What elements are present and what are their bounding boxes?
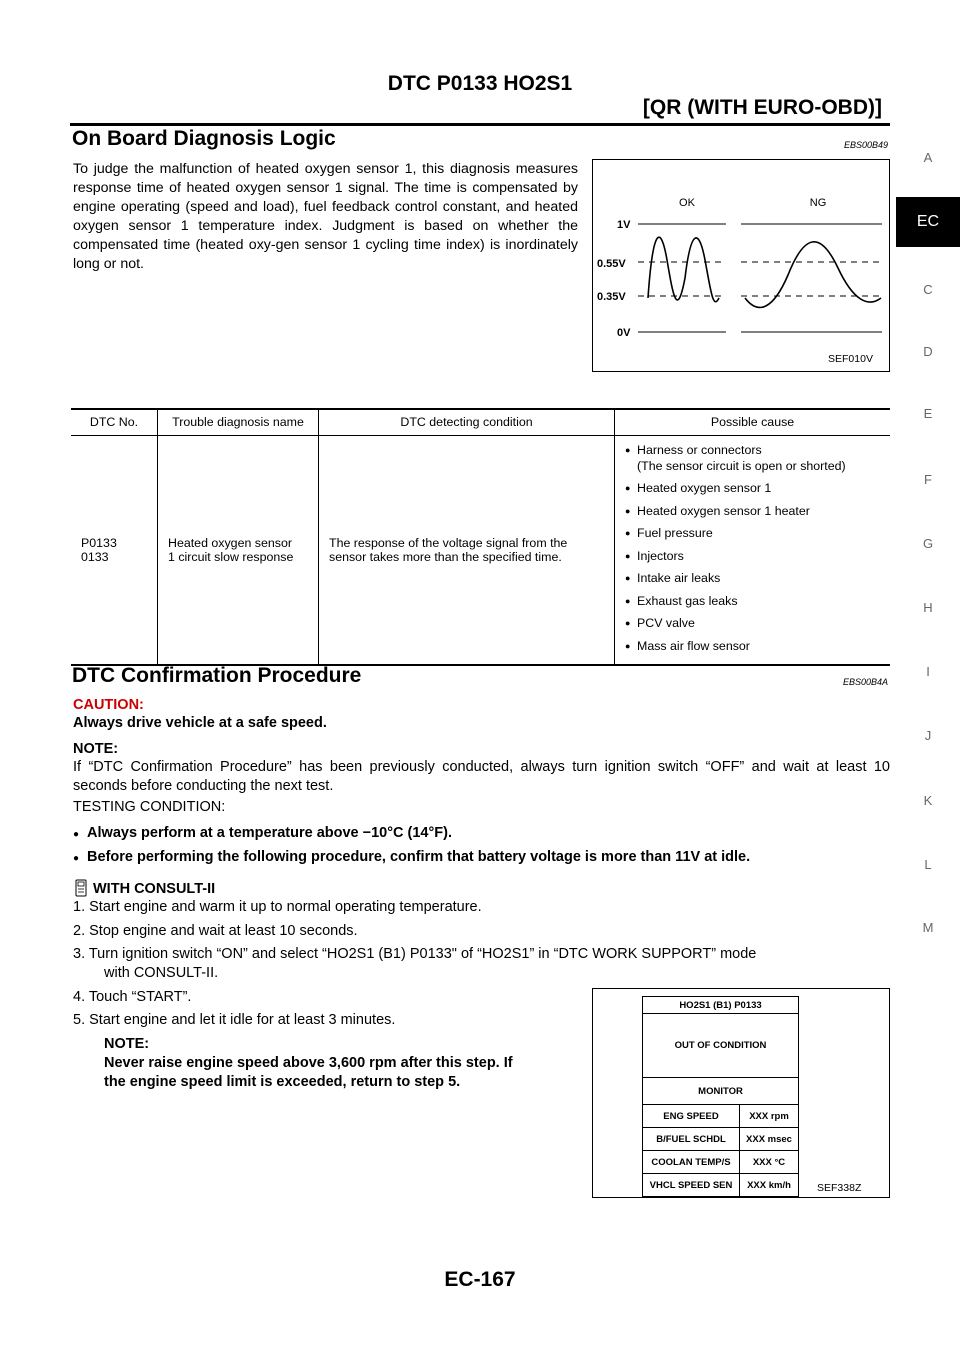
ok-waveform xyxy=(648,237,719,302)
list-item xyxy=(625,442,884,474)
sidebar-letter-h[interactable]: H xyxy=(923,600,933,615)
col-detect-condition: DTC detecting condition xyxy=(319,410,615,435)
cause-harness-note: (The sensor circuit is open or shorted) xyxy=(637,458,846,473)
page-subtitle: [QR (WITH EURO-OBD)] xyxy=(642,96,882,119)
monitor-item-value: XXX msec xyxy=(740,1128,799,1151)
figure1-caption: SEF010V xyxy=(828,353,873,365)
caution-label: CAUTION: xyxy=(73,697,144,713)
section-code: EBS00B49 xyxy=(843,140,888,150)
step5-note-line1: Never raise engine speed above 3,600 rpm after this step. If xyxy=(104,1055,513,1071)
condition-item-temperature xyxy=(73,825,452,841)
list-item: ● Injectors xyxy=(625,548,884,564)
sidebar-letter-l[interactable]: L xyxy=(924,857,932,872)
dtc-no-primary: P0133 xyxy=(81,535,117,550)
monitor-item-name: B/FUEL SCHDL xyxy=(643,1128,740,1151)
testing-condition-label: TESTING CONDITION: xyxy=(73,799,226,815)
bullet-icon: ● xyxy=(73,829,80,840)
sidebar-letter-c[interactable]: C xyxy=(923,282,933,297)
dtc-table xyxy=(71,410,890,664)
consult-monitor-screen xyxy=(642,996,799,1197)
table-row xyxy=(71,435,890,664)
waveform-figure xyxy=(592,159,890,372)
step5-note-line2: the engine speed limit is exceeded, return to step 5. xyxy=(104,1074,461,1090)
list-item: ● Fuel pressure xyxy=(625,525,884,541)
dtc-no-cell xyxy=(71,435,158,664)
sidebar-letter-g[interactable]: G xyxy=(922,536,934,551)
screen-monitor-label: MONITOR xyxy=(643,1078,799,1105)
list-item: ● Mass air flow sensor xyxy=(625,638,884,654)
sidebar-letter-f[interactable]: F xyxy=(924,472,932,487)
possible-cause-cell xyxy=(615,435,891,664)
detect-condition-line2: sensor takes more than the specified time. xyxy=(329,549,562,564)
list-item: ● Intake air leaks xyxy=(625,570,884,586)
col-possible-cause: Possible cause xyxy=(615,410,891,435)
dtc-no-secondary: 0133 xyxy=(81,549,109,564)
y-label-0v: 0V xyxy=(617,327,631,339)
sidebar-letter-d[interactable]: D xyxy=(923,344,933,359)
sidebar-letter-m[interactable]: M xyxy=(922,920,934,935)
step-5: 5. Start engine and let it idle for at least 3 minutes. xyxy=(73,1012,396,1028)
diagnosis-logic-paragraph: To judge the malfunction of heated oxygen sensor 1, this diagnosis measures response time of heated oxygen sensor 1 signal. The time is compensated by engine operating (speed and load), fuel feedback control constant, and heated oxygen sensor 1 temperature index. Judgment is based on whether the compensated time (heated oxy-gen sensor 1 cycling time index) is inordinately long or not. xyxy=(73,161,578,272)
screen-title: HO2S1 (B1) P0133 xyxy=(643,997,799,1014)
note-label: NOTE: xyxy=(73,741,119,757)
diag-name-line1: Heated oxygen sensor xyxy=(168,535,292,550)
monitor-item-name: ENG SPEED xyxy=(643,1105,740,1128)
sidebar-letter-j[interactable]: J xyxy=(924,728,932,743)
step-2: 2. Stop engine and wait at least 10 seconds. xyxy=(73,923,358,939)
possible-cause-list xyxy=(625,442,884,654)
step-1: 1. Start engine and warm it up to normal operating temperature. xyxy=(73,899,482,915)
consult-screen-figure xyxy=(592,988,890,1198)
header-rule xyxy=(70,123,890,126)
condition-item-battery xyxy=(73,849,750,865)
col-dtc-no: DTC No. xyxy=(71,410,158,435)
diag-name-cell xyxy=(158,435,319,664)
section-title-on-board-diagnosis: On Board Diagnosis Logic xyxy=(72,127,336,150)
monitor-item-value: XXX km/h xyxy=(740,1174,799,1197)
col-diag-name: Trouble diagnosis name xyxy=(158,410,319,435)
section-code: EBS00B4A xyxy=(842,677,888,687)
monitor-item-name: VHCL SPEED SEN xyxy=(643,1174,740,1197)
y-label-1v: 1V xyxy=(617,219,631,231)
bullet-icon: ● xyxy=(73,853,80,864)
figure2-caption: SEF338Z xyxy=(817,1182,862,1194)
y-label-055v: 0.55V xyxy=(597,258,626,270)
sidebar-letter-i[interactable]: I xyxy=(926,664,930,679)
diag-name-line2: 1 circuit slow response xyxy=(168,549,294,564)
condition-temperature-text: Always perform at a temperature above −10°C (14°F). xyxy=(87,825,453,841)
consult-heading xyxy=(73,879,215,897)
detect-condition-line1: The response of the voltage signal from the xyxy=(329,535,568,550)
note-text: If “DTC Confirmation Procedure” has been previously conducted, always turn ignition switch “OFF” and wait at least 10 seconds before conducting the next test. xyxy=(73,759,890,794)
sidebar-letter-k[interactable]: K xyxy=(923,793,933,808)
sidebar-letter-e[interactable]: E xyxy=(923,406,933,421)
screen-status: OUT OF CONDITION xyxy=(643,1014,799,1078)
list-item: ● PCV valve xyxy=(625,615,884,631)
sidebar-tab-ec-active[interactable]: EC xyxy=(896,197,960,247)
ng-label: NG xyxy=(809,197,827,209)
list-item: ● Heated oxygen sensor 1 heater xyxy=(625,503,884,519)
condition-battery-text: Before performing the following procedure, confirm that battery voltage is more than 11V at idle. xyxy=(87,849,751,865)
page-title: DTC P0133 HO2S1 xyxy=(387,72,573,95)
consult-heading-text: WITH CONSULT-II xyxy=(93,881,216,897)
monitor-item-value: XXX rpm xyxy=(740,1105,799,1128)
monitor-item-name: COOLAN TEMP/S xyxy=(643,1151,740,1174)
cause-harness: Harness or connectors xyxy=(637,442,762,457)
detect-condition-cell xyxy=(319,435,615,664)
step5-note-label: NOTE: xyxy=(104,1036,150,1052)
monitor-item-value: XXX °C xyxy=(740,1151,799,1174)
list-item: ● Heated oxygen sensor 1 xyxy=(625,480,884,496)
consult-tester-icon xyxy=(73,879,89,897)
ng-waveform xyxy=(745,242,881,308)
dtc-table-wrapper xyxy=(71,408,890,666)
step-3-continued: with CONSULT-II. xyxy=(104,965,219,981)
sidebar-letter-a[interactable]: A xyxy=(923,150,933,165)
y-label-035v: 0.35V xyxy=(597,291,626,303)
list-item: ● Exhaust gas leaks xyxy=(625,593,884,609)
step-3: 3. Turn ignition switch “ON” and select “HO2S1 (B1) P0133" of “HO2S1” in “DTC WORK SUPPORT” mode xyxy=(73,946,757,962)
step-4: 4. Touch “START”. xyxy=(73,989,192,1005)
ok-label: OK xyxy=(679,197,695,209)
page-number: EC-167 xyxy=(444,1268,516,1291)
caution-text: Always drive vehicle at a safe speed. xyxy=(73,715,327,731)
section-title-dtc-confirmation: DTC Confirmation Procedure xyxy=(72,664,362,687)
